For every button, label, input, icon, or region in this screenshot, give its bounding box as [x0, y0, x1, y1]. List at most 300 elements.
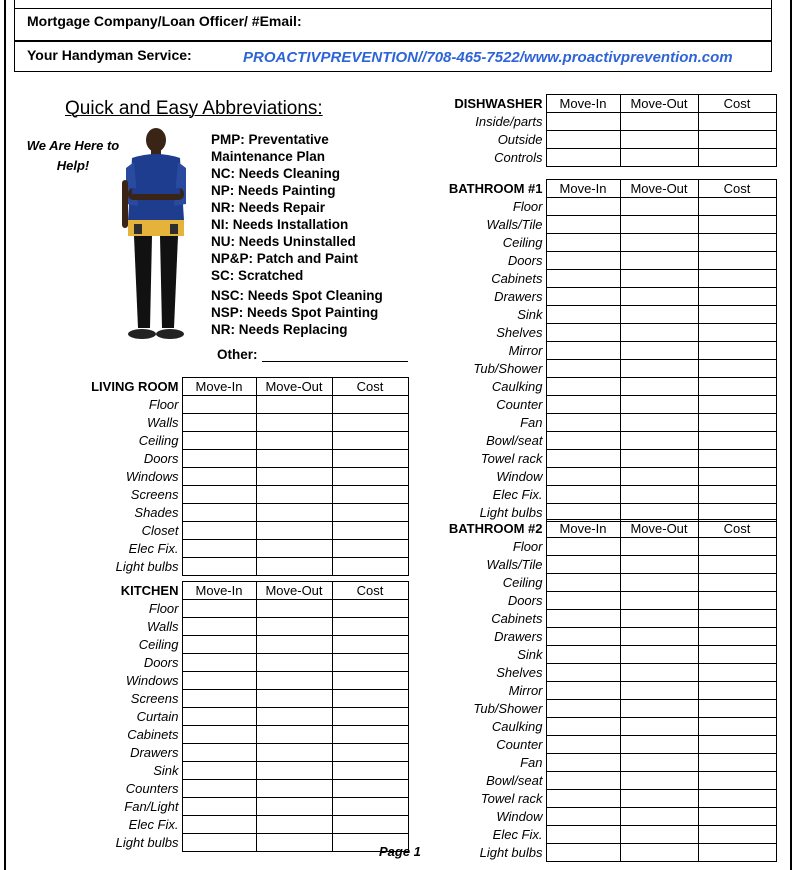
move-in-cell[interactable]	[546, 628, 620, 646]
move-out-cell[interactable]	[620, 131, 698, 149]
move-out-cell[interactable]	[620, 324, 698, 342]
table-row	[70, 414, 408, 432]
move-in-cell[interactable]	[546, 216, 620, 234]
move-out-cell[interactable]	[620, 610, 698, 628]
cost-cell[interactable]	[332, 762, 408, 780]
move-out-cell[interactable]	[620, 149, 698, 167]
move-in-cell[interactable]	[546, 414, 620, 432]
cost-cell[interactable]	[698, 628, 776, 646]
move-out-cell[interactable]	[256, 504, 332, 522]
move-in-cell[interactable]	[182, 636, 256, 654]
move-out-cell[interactable]	[620, 718, 698, 736]
move-out-cell[interactable]	[620, 682, 698, 700]
move-out-cell[interactable]	[620, 113, 698, 131]
table-row	[70, 432, 408, 450]
row-label: Doors	[143, 654, 179, 670]
cost-cell[interactable]	[698, 216, 776, 234]
move-out-cell[interactable]	[256, 396, 332, 414]
cost-cell[interactable]	[332, 396, 408, 414]
table-row	[436, 718, 776, 736]
column-header: Cost	[698, 520, 776, 538]
table-row	[70, 522, 408, 540]
cost-cell[interactable]	[332, 708, 408, 726]
move-in-cell[interactable]	[546, 360, 620, 378]
move-out-cell[interactable]	[256, 414, 332, 432]
table-row	[436, 306, 776, 324]
row-label: Ceiling	[502, 574, 543, 590]
move-in-cell[interactable]	[546, 736, 620, 754]
table-row	[436, 772, 776, 790]
row-label: Window	[496, 808, 543, 824]
move-in-cell[interactable]	[182, 486, 256, 504]
move-in-cell[interactable]	[546, 378, 620, 396]
move-out-cell[interactable]	[620, 252, 698, 270]
table-row	[436, 808, 776, 826]
move-out-cell[interactable]	[256, 654, 332, 672]
cost-cell[interactable]	[698, 288, 776, 306]
table-row	[436, 216, 776, 234]
move-in-cell[interactable]	[182, 834, 256, 852]
column-header: Cost	[332, 378, 408, 396]
cost-cell[interactable]	[698, 113, 776, 131]
move-out-cell[interactable]	[620, 486, 698, 504]
cost-cell[interactable]	[332, 726, 408, 744]
table-row	[436, 538, 776, 556]
cost-cell[interactable]	[332, 486, 408, 504]
move-in-cell[interactable]	[546, 790, 620, 808]
move-in-cell[interactable]	[182, 558, 256, 576]
cost-cell[interactable]	[698, 700, 776, 718]
move-out-cell[interactable]	[256, 672, 332, 690]
row-label: Closet	[141, 522, 179, 538]
table-row	[436, 736, 776, 754]
move-out-cell[interactable]	[256, 798, 332, 816]
move-in-cell[interactable]	[182, 396, 256, 414]
table-row	[436, 610, 776, 628]
move-in-cell[interactable]	[546, 270, 620, 288]
move-in-cell[interactable]	[546, 772, 620, 790]
table-row	[70, 834, 408, 852]
cost-cell[interactable]	[698, 556, 776, 574]
table-row	[70, 540, 408, 558]
table-row	[70, 468, 408, 486]
row-label: Drawers	[494, 628, 543, 644]
kitchen-table	[70, 581, 409, 852]
cost-cell[interactable]	[332, 672, 408, 690]
cost-cell[interactable]	[698, 306, 776, 324]
move-in-cell[interactable]	[546, 324, 620, 342]
table-row	[70, 558, 408, 576]
cost-cell[interactable]	[698, 450, 776, 468]
move-in-cell[interactable]	[546, 288, 620, 306]
move-in-cell[interactable]	[182, 798, 256, 816]
other-label: Other:	[217, 347, 258, 362]
move-in-cell[interactable]	[546, 646, 620, 664]
move-out-cell[interactable]	[620, 826, 698, 844]
move-in-cell[interactable]	[182, 708, 256, 726]
cost-cell[interactable]	[332, 816, 408, 834]
row-label: Walls/Tile	[486, 556, 543, 572]
cost-cell[interactable]	[698, 610, 776, 628]
move-out-cell[interactable]	[620, 450, 698, 468]
move-in-cell[interactable]	[546, 610, 620, 628]
cost-cell[interactable]	[698, 808, 776, 826]
move-out-cell[interactable]	[620, 396, 698, 414]
cost-cell[interactable]	[698, 682, 776, 700]
cost-cell[interactable]	[698, 574, 776, 592]
table-row	[436, 252, 776, 270]
abbreviation-npp: NP&P: Patch and Paint	[211, 251, 359, 266]
table-row	[70, 654, 408, 672]
move-in-cell[interactable]	[546, 131, 620, 149]
move-in-cell[interactable]	[182, 468, 256, 486]
abbreviation-nc: NC: Needs Cleaning	[211, 166, 341, 181]
row-label: Floor	[148, 600, 179, 616]
move-in-cell[interactable]	[546, 754, 620, 772]
cost-cell[interactable]	[698, 396, 776, 414]
move-in-cell[interactable]	[546, 682, 620, 700]
move-out-cell[interactable]	[256, 636, 332, 654]
move-in-cell[interactable]	[546, 113, 620, 131]
cost-cell[interactable]	[698, 149, 776, 167]
move-in-cell[interactable]	[546, 468, 620, 486]
move-in-cell[interactable]	[182, 522, 256, 540]
cost-cell[interactable]	[698, 468, 776, 486]
table-row	[70, 486, 408, 504]
column-header: Move-Out	[620, 95, 698, 113]
move-out-cell[interactable]	[256, 432, 332, 450]
cost-cell[interactable]	[698, 592, 776, 610]
move-out-cell[interactable]	[620, 592, 698, 610]
cost-cell[interactable]	[698, 538, 776, 556]
column-header: Cost	[698, 95, 776, 113]
move-in-cell[interactable]	[546, 198, 620, 216]
cost-cell[interactable]	[332, 636, 408, 654]
abbreviation-pmp: PMP: Preventative	[211, 132, 329, 147]
table-row	[436, 324, 776, 342]
cost-cell[interactable]	[332, 522, 408, 540]
table-row	[436, 360, 776, 378]
move-out-cell[interactable]	[256, 690, 332, 708]
move-out-cell[interactable]	[620, 306, 698, 324]
cost-cell[interactable]	[698, 754, 776, 772]
table-row	[70, 396, 408, 414]
cost-cell[interactable]	[698, 198, 776, 216]
move-out-cell[interactable]	[256, 834, 332, 852]
table-row	[70, 816, 408, 834]
move-in-cell[interactable]	[546, 556, 620, 574]
move-in-cell[interactable]	[546, 826, 620, 844]
move-out-cell[interactable]	[620, 234, 698, 252]
page-number: Page 1	[379, 844, 421, 859]
row-label: Screens	[130, 486, 179, 502]
move-in-cell[interactable]	[546, 700, 620, 718]
row-label: Elec Fix.	[128, 816, 179, 832]
row-label: Caulking	[491, 378, 543, 394]
row-label: Drawers	[130, 744, 179, 760]
row-label: Fan	[520, 414, 543, 430]
move-in-cell[interactable]	[546, 808, 620, 826]
row-label: Doors	[507, 252, 543, 268]
column-header: Move-Out	[620, 180, 698, 198]
table-row	[436, 378, 776, 396]
move-in-cell[interactable]	[546, 486, 620, 504]
cost-cell[interactable]	[698, 378, 776, 396]
cost-cell[interactable]	[698, 790, 776, 808]
move-out-cell[interactable]	[256, 780, 332, 798]
row-label: Windows	[125, 672, 179, 688]
row-label: Outside	[497, 131, 543, 147]
move-in-cell[interactable]	[182, 504, 256, 522]
section-header-row	[436, 180, 776, 198]
move-out-cell[interactable]	[256, 708, 332, 726]
move-out-cell[interactable]	[620, 790, 698, 808]
move-out-cell[interactable]	[620, 538, 698, 556]
cost-cell[interactable]	[332, 690, 408, 708]
cost-cell[interactable]	[698, 432, 776, 450]
cost-cell[interactable]	[698, 414, 776, 432]
row-label: Floor	[512, 198, 543, 214]
move-out-cell[interactable]	[620, 808, 698, 826]
cost-cell[interactable]	[332, 432, 408, 450]
column-header: Cost	[332, 582, 408, 600]
abbreviation-np: NP: Needs Painting	[211, 183, 336, 198]
section-header-row	[436, 520, 776, 538]
column-header: Move-In	[546, 520, 620, 538]
table-row	[436, 414, 776, 432]
move-out-cell[interactable]	[256, 726, 332, 744]
column-header: Move-In	[182, 582, 256, 600]
row-label: Tub/Shower	[473, 700, 543, 716]
row-label: Towel rack	[480, 450, 543, 466]
table-row	[70, 690, 408, 708]
row-label: Floor	[148, 396, 179, 412]
cost-cell[interactable]	[332, 558, 408, 576]
move-in-cell[interactable]	[546, 306, 620, 324]
row-label: Doors	[507, 592, 543, 608]
move-in-cell[interactable]	[546, 718, 620, 736]
move-out-cell[interactable]	[256, 744, 332, 762]
move-out-cell[interactable]	[256, 816, 332, 834]
move-out-cell[interactable]	[620, 700, 698, 718]
move-out-cell[interactable]	[620, 628, 698, 646]
table-row	[436, 468, 776, 486]
cost-cell[interactable]	[332, 468, 408, 486]
move-in-cell[interactable]	[182, 690, 256, 708]
section-title: KITCHEN	[120, 582, 179, 598]
move-in-cell[interactable]	[182, 672, 256, 690]
move-out-cell[interactable]	[620, 574, 698, 592]
cost-cell[interactable]	[332, 618, 408, 636]
column-header: Cost	[698, 180, 776, 198]
cost-cell[interactable]	[332, 744, 408, 762]
move-in-cell[interactable]	[546, 342, 620, 360]
row-label: Ceiling	[138, 432, 179, 448]
row-label: Light bulbs	[115, 834, 179, 850]
cost-cell[interactable]	[698, 486, 776, 504]
move-out-cell[interactable]	[620, 288, 698, 306]
move-in-cell[interactable]	[182, 762, 256, 780]
move-in-cell[interactable]	[182, 450, 256, 468]
move-out-cell[interactable]	[256, 450, 332, 468]
cost-cell[interactable]	[698, 324, 776, 342]
move-out-cell[interactable]	[256, 618, 332, 636]
move-out-cell[interactable]	[620, 414, 698, 432]
cost-cell[interactable]	[698, 736, 776, 754]
move-out-cell[interactable]	[620, 556, 698, 574]
move-in-cell[interactable]	[182, 816, 256, 834]
move-in-cell[interactable]	[546, 664, 620, 682]
move-in-cell[interactable]	[546, 432, 620, 450]
row-label: Walls	[146, 414, 179, 430]
table-row	[70, 726, 408, 744]
cost-cell[interactable]	[698, 252, 776, 270]
move-in-cell[interactable]	[182, 432, 256, 450]
row-label: Bowl/seat	[486, 432, 543, 448]
move-in-cell[interactable]	[182, 618, 256, 636]
move-out-cell[interactable]	[620, 432, 698, 450]
table-row	[436, 754, 776, 772]
move-in-cell[interactable]	[546, 234, 620, 252]
table-row	[70, 618, 408, 636]
abbreviation-nsc: NSC: Needs Spot Cleaning	[211, 288, 383, 303]
table-row	[436, 574, 776, 592]
move-in-cell[interactable]	[182, 600, 256, 618]
row-label: Sink	[517, 306, 543, 322]
cost-cell[interactable]	[698, 664, 776, 682]
column-header: Move-In	[182, 378, 256, 396]
column-header: Move-Out	[620, 520, 698, 538]
move-out-cell[interactable]	[620, 216, 698, 234]
row-label: Towel rack	[480, 790, 543, 806]
table-row	[436, 646, 776, 664]
table-row	[436, 450, 776, 468]
cost-cell[interactable]	[332, 780, 408, 798]
row-label: Curtain	[136, 708, 179, 724]
move-out-cell[interactable]	[620, 270, 698, 288]
cost-cell[interactable]	[332, 504, 408, 522]
cost-cell[interactable]	[698, 131, 776, 149]
move-in-cell[interactable]	[182, 726, 256, 744]
table-row	[70, 780, 408, 798]
move-in-cell[interactable]	[546, 844, 620, 862]
abbreviation-nr: NR: Needs Repair	[211, 200, 326, 215]
move-out-cell[interactable]	[256, 522, 332, 540]
move-in-cell[interactable]	[546, 149, 620, 167]
cost-cell[interactable]	[698, 718, 776, 736]
move-out-cell[interactable]	[620, 754, 698, 772]
move-in-cell[interactable]	[182, 540, 256, 558]
table-row	[436, 664, 776, 682]
move-out-cell[interactable]	[256, 468, 332, 486]
cost-cell[interactable]	[332, 450, 408, 468]
row-label: Counter	[496, 736, 543, 752]
cost-cell[interactable]	[332, 798, 408, 816]
move-out-cell[interactable]	[620, 360, 698, 378]
move-in-cell[interactable]	[546, 450, 620, 468]
row-label: Ceiling	[138, 636, 179, 652]
move-out-cell[interactable]	[256, 540, 332, 558]
cost-cell[interactable]	[698, 646, 776, 664]
move-in-cell[interactable]	[546, 252, 620, 270]
move-in-cell[interactable]	[182, 654, 256, 672]
move-out-cell[interactable]	[256, 762, 332, 780]
row-label: Sink	[517, 646, 543, 662]
table-row	[70, 450, 408, 468]
cost-cell[interactable]	[332, 414, 408, 432]
move-out-cell[interactable]	[620, 664, 698, 682]
move-out-cell[interactable]	[620, 198, 698, 216]
move-in-cell[interactable]	[182, 780, 256, 798]
table-row	[436, 270, 776, 288]
move-in-cell[interactable]	[546, 592, 620, 610]
cost-cell[interactable]	[698, 844, 776, 862]
row-label: Floor	[512, 538, 543, 554]
cost-cell[interactable]	[698, 826, 776, 844]
move-out-cell[interactable]	[620, 844, 698, 862]
move-out-cell[interactable]	[620, 378, 698, 396]
row-label: Cabinets	[491, 270, 543, 286]
abbreviation-sc: SC: Scratched	[211, 268, 304, 283]
move-out-cell[interactable]	[620, 772, 698, 790]
other-input-line[interactable]	[262, 361, 408, 362]
row-label: Elec Fix.	[492, 826, 543, 842]
row-label: Shelves	[496, 324, 543, 340]
move-in-cell[interactable]	[546, 574, 620, 592]
cost-cell[interactable]	[332, 540, 408, 558]
row-label: Window	[496, 468, 543, 484]
abbreviation-pmp-cont: Maintenance Plan	[211, 149, 326, 164]
table-row	[436, 288, 776, 306]
divider	[15, 8, 771, 9]
row-label: Cabinets	[127, 726, 179, 742]
move-out-cell[interactable]	[620, 646, 698, 664]
handyman-contact-link[interactable]: PROACTIVPREVENTION//708-465-7522/www.proactivprevention.com	[243, 49, 733, 66]
table-row	[436, 149, 776, 167]
cost-cell[interactable]	[698, 342, 776, 360]
move-out-cell[interactable]	[256, 558, 332, 576]
row-label: Walls	[146, 618, 179, 634]
row-label: Fan	[520, 754, 543, 770]
section-header-row	[436, 95, 776, 113]
cost-cell[interactable]	[698, 234, 776, 252]
cost-cell[interactable]	[698, 772, 776, 790]
row-label: Walls/Tile	[486, 216, 543, 232]
cost-cell[interactable]	[698, 360, 776, 378]
move-out-cell[interactable]	[620, 468, 698, 486]
section-title: BATHROOM #2	[448, 520, 543, 536]
move-out-cell[interactable]	[256, 600, 332, 618]
move-in-cell[interactable]	[182, 414, 256, 432]
table-row	[70, 708, 408, 726]
row-label: Drawers	[494, 288, 543, 304]
row-label: Inside/parts	[475, 113, 543, 129]
row-label: Light bulbs	[115, 558, 179, 574]
move-in-cell[interactable]	[546, 396, 620, 414]
row-label: Light bulbs	[479, 504, 543, 520]
cost-cell[interactable]	[332, 654, 408, 672]
move-out-cell[interactable]	[620, 736, 698, 754]
cost-cell[interactable]	[332, 600, 408, 618]
cost-cell[interactable]	[698, 270, 776, 288]
row-label: Tub/Shower	[473, 360, 543, 376]
move-out-cell[interactable]	[256, 486, 332, 504]
row-label: Screens	[130, 690, 179, 706]
move-out-cell[interactable]	[620, 342, 698, 360]
move-in-cell[interactable]	[546, 538, 620, 556]
move-in-cell[interactable]	[182, 744, 256, 762]
table-row	[70, 672, 408, 690]
